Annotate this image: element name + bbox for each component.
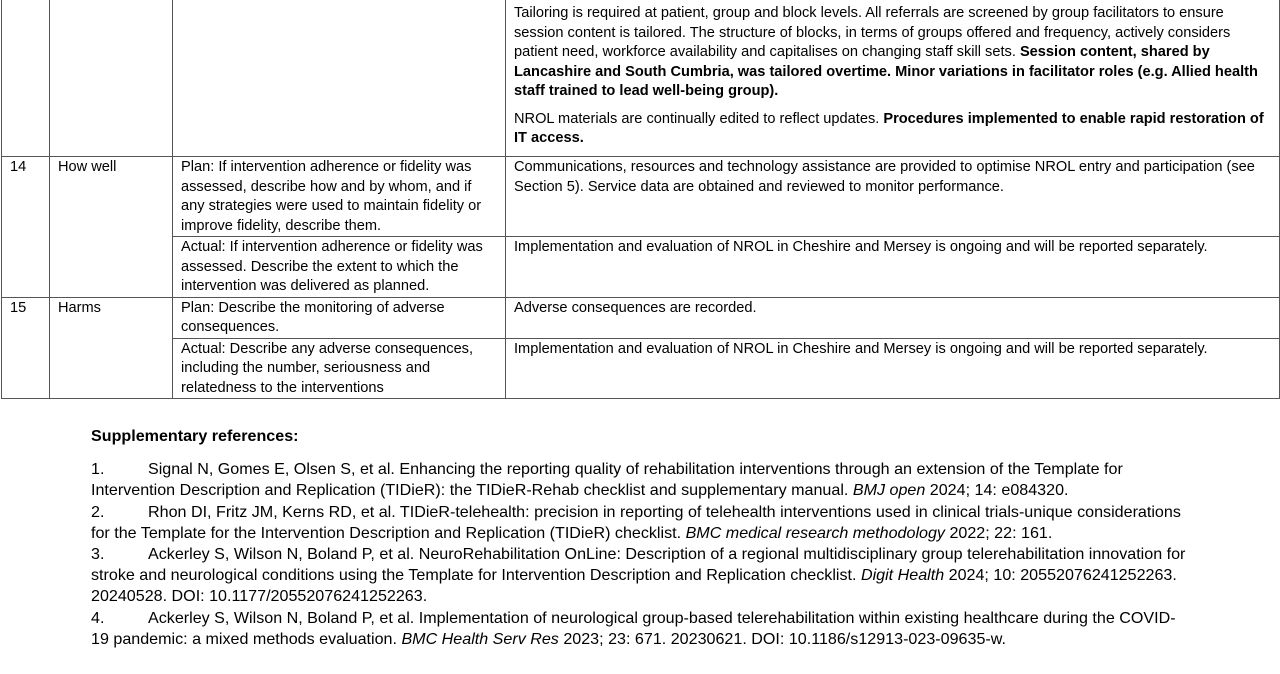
cell-prompt-empty [173,0,506,157]
reference-number: 4. [91,608,105,627]
reference-number: 3. [91,545,105,564]
plan-response: Adverse consequences are recorded. [506,297,1280,338]
plan-prompt: Plan: Describe the monitoring of adverse consequences. [173,297,506,338]
actual-prompt: Actual: If intervention adherence or fidelity was assessed. Describe the extent to which the intervention was delivered as planned. [173,237,506,298]
reference-text: Ackerley S, Wilson N, Boland P, et al. NeuroRehabilitation OnLine: Description of a regional multidisciplinary group telerehabilitation innovation for stroke and neurological conditions using the Template for Intervention Description and Replication checklist. [91,545,1186,585]
tidier-table [1,0,1280,399]
reference-tail: 2023; 23: 671. 20230621. DOI: 10.1186/s12913-023-09635-w. [558,629,1006,648]
tailoring-paragraph [514,4,1271,102]
materials-text: NROL materials are continually edited to reflect updates. [514,110,884,127]
reference-number: 2. [91,502,105,521]
reference-journal: BMC Health Serv Res [401,629,559,648]
materials-bold-text: Procedures implemented to enable rapid restoration of IT access. [514,110,1264,146]
item-number: 15 [2,297,50,399]
reference-journal: Digit Health [860,566,945,585]
reference-item [91,608,1191,650]
reference-tail: 2022; 22: 161. [944,523,1053,542]
reference-journal: BMJ open [852,481,926,500]
item-number: 14 [2,157,50,298]
reference-tail: 2024; 10: 20552076241252263. 20240528. DOI: 10.1177/20552076241252263. [91,566,1177,606]
reference-item [91,544,1191,608]
cell-num-empty [2,0,50,157]
reference-text: Ackerley S, Wilson N, Boland P, et al. Implementation of neurological group-based telerehabilitation within existing healthcare during the COVID-19 pandemic: a mixed methods evaluation. [91,608,1176,648]
reference-tail: 2024; 14: e084320. [925,481,1069,500]
reference-item [91,459,1191,501]
cell-response-tailoring [506,0,1280,157]
cell-item-empty [50,0,173,157]
materials-paragraph [514,110,1271,149]
actual-response: Implementation and evaluation of NROL in Cheshire and Mersey is ongoing and will be reported separately. [506,237,1280,298]
actual-prompt: Actual: Describe any adverse consequences, including the number, seriousness and relatedness to the interventions [173,338,506,399]
reference-journal: BMC medical research methodology [685,523,945,542]
table-row [2,237,1280,298]
plan-response: Communications, resources and technology assistance are provided to optimise NROL entry and participation (see Section 5). Service data are obtained and reviewed to monitor performance. [506,157,1280,237]
table-row [2,338,1280,399]
actual-response: Implementation and evaluation of NROL in Cheshire and Mersey is ongoing and will be reported separately. [506,338,1280,399]
tailoring-text: Tailoring is required at patient, group and block levels. All referrals are screened by group facilitators to ensure session content is tailored. The structure of blocks, in terms of groups offered and frequency, actively considers patient need, workforce availability and capitalises on changing staff skill sets. [514,5,1231,60]
item-name: How well [50,157,173,298]
table-row-tailoring [2,0,1280,157]
references-heading: Supplementary references: [91,427,299,445]
reference-number: 1. [91,460,105,479]
table-row [2,157,1280,237]
table-row [2,297,1280,338]
reference-text: Signal N, Gomes E, Olsen S, et al. Enhancing the reporting quality of rehabilitation interventions through an extension of the Template for Intervention Description and Replication (TIDieR): the TIDieR-Rehab checklist and supplementary manual. [91,460,1123,500]
tailoring-bold-text: Session content, shared by Lancashire and South Cumbria, was tailored overtime. Minor variations in facilitator roles (e.g. Allied health staff trained to lead well-being group). [514,44,1258,99]
supplementary-references [91,426,1191,650]
reference-text: Rhon DI, Fritz JM, Kerns RD, et al. TIDieR-telehealth: precision in reporting of telehealth interventions used in clinical trials-unique considerations for the Template for the Intervention Description and Replication (TIDieR) checklist. [91,502,1181,542]
plan-prompt: Plan: If intervention adherence or fidelity was assessed, describe how and by whom, and if any strategies were used to maintain fidelity or improve fidelity, describe them. [173,157,506,237]
reference-item [91,502,1191,544]
item-name: Harms [50,297,173,399]
